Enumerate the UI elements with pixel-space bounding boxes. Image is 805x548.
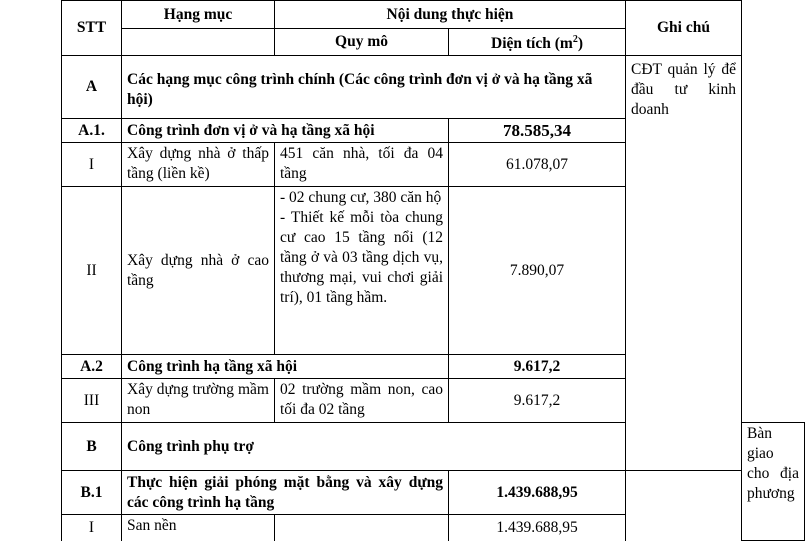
row-quy-mo xyxy=(275,515,449,541)
header-hang-muc-blank xyxy=(122,29,275,56)
header-hang-muc: Hạng mục xyxy=(122,1,275,29)
table-row-b1 xyxy=(62,471,805,515)
row-dien-tich: 1.439.688,95 xyxy=(449,515,626,541)
header-noi-dung: Nội dung thực hiện xyxy=(275,1,626,29)
row-stt: II xyxy=(62,187,122,355)
row-hang-muc: Xây dựng trường mầm non xyxy=(122,379,275,423)
row-dien-tich: 1.439.688,95 xyxy=(449,471,626,515)
row-stt: A.1. xyxy=(62,119,122,143)
row-hang-muc: San nền xyxy=(122,515,275,541)
row-dien-tich: 78.585,34 xyxy=(449,119,626,143)
quy-mo-line: - Thiết kế mỗi tòa chung cư cao 15 tầng nổi (12 tầng ở và 03 tầng dịch vụ, thương mại, vui chơi giải trí), 01 tầng hầm. xyxy=(280,209,443,307)
row-hang-muc: Công trình hạ tầng xã hội xyxy=(122,355,449,379)
table-row-san-nen xyxy=(62,515,805,541)
header-stt: STT xyxy=(62,1,122,56)
row-ghi-chu: CĐT quản lý để đầu tư kinh doanh xyxy=(626,56,742,471)
document-page xyxy=(61,0,805,541)
row-stt: A xyxy=(62,56,122,119)
header-dien-tich: Diện tích $(m^2)$ xyxy=(449,29,626,56)
row-dien-tich: 9.617,2 xyxy=(449,379,626,423)
row-stt: III xyxy=(62,379,122,423)
quy-mo-line: - 02 chung cư, 380 căn hộ xyxy=(280,189,442,207)
row-dien-tich: 9.617,2 xyxy=(449,355,626,379)
row-hang-muc: Thực hiện giải phóng mặt bằng và xây dựng các công trình hạ tầng xyxy=(122,471,449,515)
row-dien-tich: 61.078,07 xyxy=(449,143,626,187)
row-hang-muc: Các hạng mục công trình chính (Các công trình đơn vị ở và hạ tầng xã hội) xyxy=(122,56,626,119)
header-row xyxy=(62,1,805,29)
row-hang-muc: Công trình đơn vị ở và hạ tầng xã hội xyxy=(122,119,449,143)
row-hang-muc: Xây dựng nhà ở thấp tầng (liền kề) xyxy=(122,143,275,187)
row-hang-muc: Công trình phụ trợ xyxy=(122,423,626,471)
row-quy-mo: 451 căn nhà, tối đa 04 tầng xyxy=(275,143,449,187)
header-quy-mo: Quy mô xyxy=(275,29,449,56)
row-stt: I xyxy=(62,515,122,541)
row-stt: B.1 xyxy=(62,471,122,515)
row-stt: I xyxy=(62,143,122,187)
header-ghi-chu: Ghi chú xyxy=(626,1,742,56)
row-stt: B xyxy=(62,423,122,471)
project-table xyxy=(61,0,805,541)
row-quy-mo: 02 trường mầm non, cao tối đa 02 tầng xyxy=(275,379,449,423)
row-dien-tich: 7.890,07 xyxy=(449,187,626,355)
row-stt: A.2 xyxy=(62,355,122,379)
table-row-a xyxy=(62,56,805,119)
row-ghi-chu: Bàn giao cho địa phương xyxy=(742,423,805,541)
row-hang-muc: Xây dựng nhà ở cao tầng xyxy=(122,187,275,355)
row-quy-mo xyxy=(275,187,449,355)
